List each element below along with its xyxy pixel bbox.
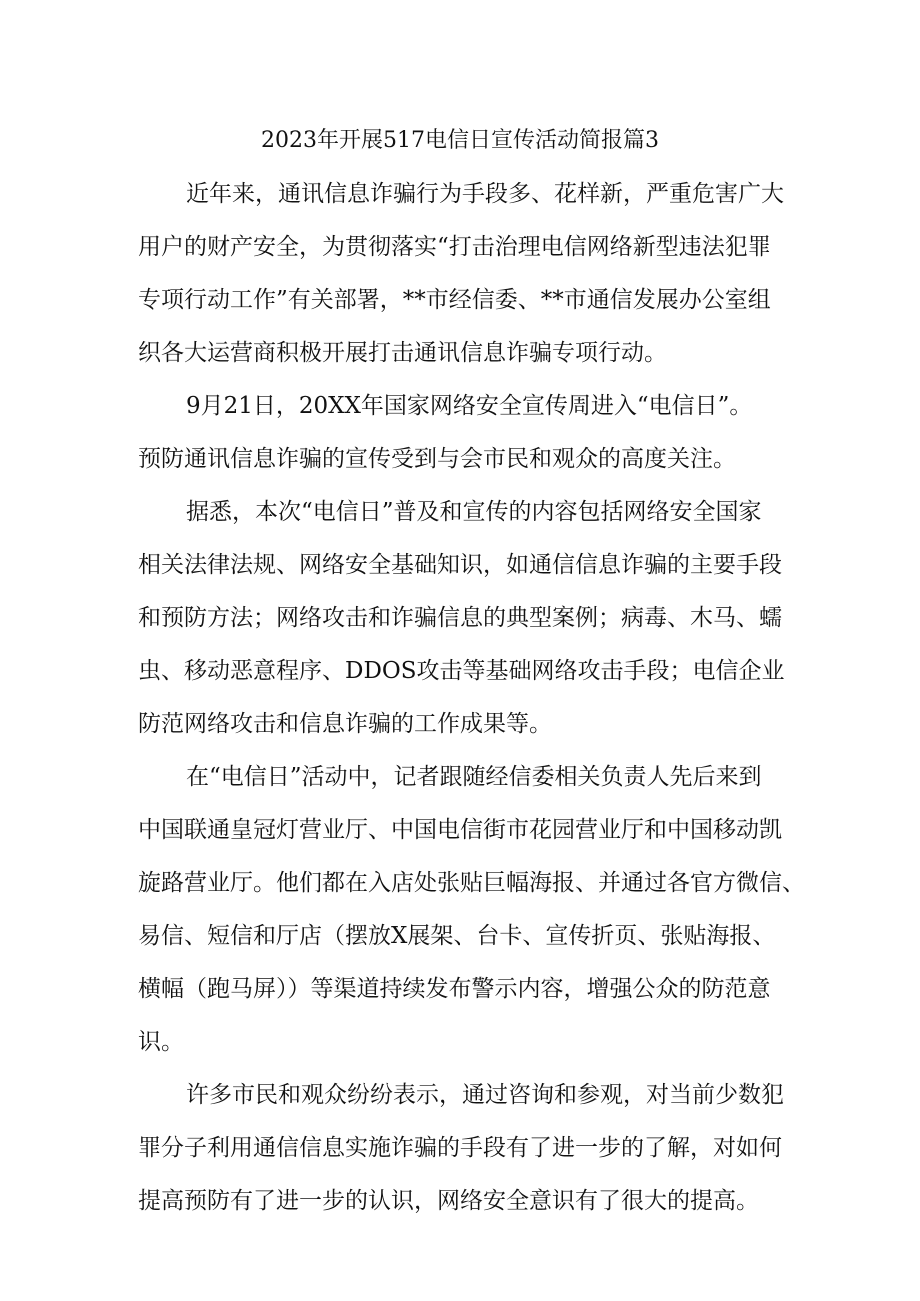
paragraph-1: [138, 168, 798, 380]
paragraph-line: 相关法律法规、网络安全基础知识，如通信信息诈骗的主要手段: [138, 552, 782, 578]
paragraph-2: [138, 380, 798, 486]
paragraph-line: 提高预防有了进一步的认识，网络安全意识有了很大的提高。: [138, 1188, 759, 1214]
paragraph-line: 在“电信日”活动中，记者跟随经信委相关负责人先后来到: [186, 764, 762, 790]
paragraph-line: 专项行动工作”有关部署，**市经信委、**市通信发展办公室组: [138, 287, 771, 313]
paragraph-line: 许多市民和观众纷纷表示，通过咨询和参观，对当前少数犯: [186, 1082, 784, 1108]
paragraph-line: 旋路营业厅。他们都在入店处张贴巨幅海报、并通过各官方微信、: [138, 870, 805, 896]
paragraph-line: 织各大运营商积极开展打击通讯信息诈骗专项行动。: [138, 340, 667, 366]
paragraph-line: 近年来，通讯信息诈骗行为手段多、花样新，严重危害广大: [186, 181, 784, 207]
paragraph-line: 防范网络攻击和信息诈骗的工作成果等。: [138, 711, 552, 737]
paragraph-line: 罪分子利用通信信息实施诈骗的手段有了进一步的了解，对如何: [138, 1135, 782, 1161]
paragraph-line: 据悉，本次“电信日”普及和宣传的内容包括网络安全国家: [186, 499, 762, 525]
paragraph-line: 虫、移动恶意程序、DDOS攻击等基础网络攻击手段；电信企业: [138, 658, 785, 684]
paragraph-line: 用户的财产安全，为贯彻落实“打击治理电信网络新型违法犯罪: [138, 234, 771, 260]
paragraph-line: 和预防方法；网络攻击和诈骗信息的典型案例；病毒、木马、蠕: [138, 605, 782, 631]
paragraph-line: 识。: [138, 1029, 184, 1055]
paragraph-4: [138, 751, 805, 1069]
paragraph-3: [138, 486, 798, 751]
paragraph-5: [138, 1069, 798, 1228]
paragraph-line: 中国联通皇冠灯营业厅、中国电信街市花园营业厅和中国移动凯: [138, 817, 782, 843]
paragraph-line: 横幅（跑马屏））等渠道持续发布警示内容，增强公众的防范意: [138, 976, 771, 1002]
document-body: [138, 168, 805, 1228]
paragraph-line: 预防通讯信息诈骗的宣传受到与会市民和观众的高度关注。: [138, 446, 736, 472]
document-title: 2023年开展517电信日宣传活动简报篇3: [261, 128, 659, 153]
paragraph-line: 易信、短信和厅店（摆放X展架、台卡、宣传折页、张贴海报、: [138, 923, 776, 949]
paragraph-line: 9月21日，20XX年国家网络安全宣传周进入“电信日”。: [186, 393, 753, 419]
